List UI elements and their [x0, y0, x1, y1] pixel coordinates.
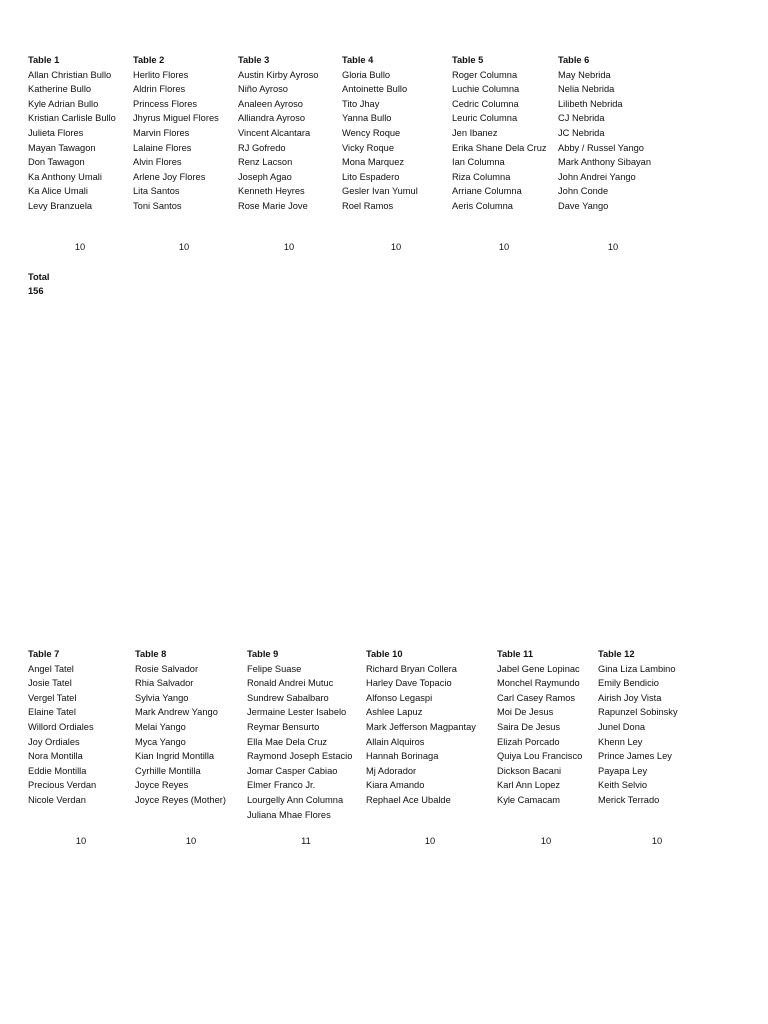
guest-name: Kristian Carlisle Bullo [28, 113, 116, 124]
guest-name: Kenneth Heyres [238, 186, 305, 197]
guest-name: Renz Lacson [238, 157, 293, 168]
guest-name: Nora Montilla [28, 751, 83, 762]
guest-name: Ashlee Lapuz [366, 707, 423, 718]
guest-name: Analeen Ayroso [238, 98, 303, 109]
guest-name: Nelia Nebrida [558, 84, 615, 95]
table-4-column [342, 53, 418, 214]
guest-name: Mona Marquez [342, 157, 405, 168]
guest-name: Felipe Suase [247, 663, 302, 674]
guest-name: Kiara Amando [366, 780, 425, 791]
guest-name: Katherine Bullo [28, 84, 92, 95]
guest-name: Kyle Camacam [497, 794, 561, 805]
guest-name: Junel Dona [598, 721, 646, 732]
table-9-column [247, 647, 352, 822]
table-11-column [497, 647, 582, 808]
table-3-column [238, 53, 318, 214]
table-12-column [598, 647, 678, 808]
table-title: Table 7 [28, 649, 60, 659]
guest-name: Roel Ramos [342, 200, 394, 211]
guest-name: Jermaine Lester Isabelo [247, 707, 347, 718]
guest-name: Lito Espadero [342, 171, 400, 182]
table-5-column [452, 53, 547, 214]
guest-name: Mark Anthony Sibayan [558, 157, 652, 168]
guest-name: RJ Gofredo [238, 142, 286, 153]
table-title: Table 2 [133, 55, 165, 65]
guest-name: Monchel Raymundo [497, 678, 580, 689]
table-title: Table 6 [558, 55, 590, 65]
guest-name: Jen Ibanez [452, 127, 498, 138]
guest-name: Lilibeth Nebrida [558, 98, 623, 109]
guest-name: Rosie Salvador [135, 663, 199, 674]
guest-name: Rose Marie Jove [238, 200, 308, 211]
table-3-count: 10 [283, 242, 295, 252]
table-7-count: 10 [75, 836, 87, 846]
guest-name: Harley Dave Topacio [366, 678, 452, 689]
table-title: Table 4 [342, 55, 374, 65]
guest-name: Joyce Reyes (Mother) [135, 794, 226, 805]
table-2-count: 10 [178, 242, 190, 252]
guest-name: Moi De Jesus [497, 707, 554, 718]
guest-name: Julieta Flores [28, 127, 84, 138]
guest-name: Leuric Columna [452, 113, 518, 124]
guest-name: Niño Ayroso [238, 84, 288, 95]
guest-name: Merick Terrado [598, 794, 660, 805]
guest-name: Quiya Lou Francisco [497, 751, 583, 762]
guest-name: John Conde [558, 186, 609, 197]
total-label: Total [28, 272, 50, 282]
guest-name: Karl Ann Lopez [497, 780, 561, 791]
guest-name: Jabel Gene Lopinac [497, 663, 580, 674]
guest-name: Saira De Jesus [497, 721, 561, 732]
guest-name: Richard Bryan Collera [366, 663, 457, 674]
guest-name: Roger Columna [452, 69, 518, 80]
guest-name: Alfonso Legaspi [366, 692, 433, 703]
guest-name: Nicole Verdan [28, 794, 86, 805]
guest-name: Allain Alquiros [366, 736, 425, 747]
guest-name: Luchie Columna [452, 84, 520, 95]
guest-name: Levy Branzuela [28, 200, 93, 211]
guest-name: Ka Alice Umali [28, 186, 88, 197]
table-title: Table 8 [135, 649, 167, 659]
guest-name: Aeris Columna [452, 200, 513, 211]
table-9-count: 11 [301, 836, 311, 846]
guest-name: Joseph Agao [238, 171, 292, 182]
table-1-count: 10 [74, 242, 86, 252]
guest-name: Keith Selvio [598, 780, 648, 791]
guest-name: Dave Yango [558, 200, 609, 211]
guest-name: Lalaine Flores [133, 142, 192, 153]
guest-name: Lourgelly Ann Columna [247, 794, 344, 805]
guest-name: Sundrew Sabalbaro [247, 692, 329, 703]
total-value: 156 [28, 286, 44, 296]
guest-name: Airish Joy Vista [598, 692, 662, 703]
guest-name: Alvin Flores [133, 157, 182, 168]
guest-name: Gloria Bullo [342, 69, 391, 80]
guest-name: Melai Yango [135, 721, 186, 732]
guest-name: Vincent Alcantara [238, 127, 311, 138]
table-title: Table 9 [247, 649, 279, 659]
guest-name: Yanna Bullo [342, 113, 392, 124]
guest-name: Allan Christian Bullo [28, 69, 112, 80]
table-1-column [28, 53, 116, 214]
guest-name: Don Tawagon [28, 157, 85, 168]
guest-name: Vicky Roque [342, 142, 395, 153]
table-8-column [135, 647, 226, 808]
table-title: Table 1 [28, 55, 60, 65]
guest-name: Aldrin Flores [133, 84, 186, 95]
guest-name: May Nebrida [558, 69, 611, 80]
guest-name: Princess Flores [133, 98, 198, 109]
guest-name: Joyce Reyes [135, 780, 189, 791]
table-title: Table 3 [238, 55, 270, 65]
guest-name: Mark Andrew Yango [135, 707, 218, 718]
table-5-count: 10 [498, 242, 510, 252]
guest-name: Angel Tatel [28, 663, 74, 674]
guest-name: Antoinette Bullo [342, 84, 408, 95]
guest-name: Dickson Bacani [497, 765, 562, 776]
table-title: Table 12 [598, 649, 635, 659]
guest-name: Arlene Joy Flores [133, 171, 206, 182]
guest-name: Josie Tatel [28, 678, 72, 689]
guest-name: Carl Casey Ramos [497, 692, 576, 703]
guest-name: Marvin Flores [133, 127, 190, 138]
guest-name: Gina Liza Lambino [598, 663, 676, 674]
guest-name: Mark Jefferson Magpantay [366, 721, 476, 732]
guest-name: Abby / Russel Yango [558, 142, 644, 153]
guest-name: Prince James Ley [598, 751, 672, 762]
guest-name: Joy Ordiales [28, 736, 80, 747]
table-title: Table 5 [452, 55, 484, 65]
guest-name: Ka Anthony Umali [28, 171, 102, 182]
table-4-count: 10 [390, 242, 402, 252]
guest-name: Jomar Casper Cabiao [247, 765, 338, 776]
table-11-count: 10 [540, 836, 552, 846]
guest-name: John Andrei Yango [558, 171, 636, 182]
guest-name: Khenn Ley [598, 736, 643, 747]
guest-name: Erika Shane Dela Cruz [452, 142, 547, 153]
guest-name: Emily Bendicio [598, 678, 659, 689]
table-title: Table 11 [497, 649, 534, 659]
table-6-count: 10 [607, 242, 619, 252]
guest-name: Toni Santos [133, 200, 182, 211]
guest-name: Willord Ordiales [28, 721, 94, 732]
guest-name: Cedric Columna [452, 98, 519, 109]
guest-name: Sylvia Yango [135, 692, 189, 703]
guest-name: Ella Mae Dela Cruz [247, 736, 328, 747]
guest-name: Reymar Bensurto [247, 721, 320, 732]
guest-name: Elizah Porcado [497, 736, 560, 747]
table-8-count: 10 [185, 836, 197, 846]
guest-name: Austin Kirby Ayroso [238, 69, 319, 80]
guest-name: Gesler Ivan Yumul [342, 186, 418, 197]
guest-name: Hannah Borinaga [366, 751, 439, 762]
guest-name: Alliandra Ayroso [238, 113, 306, 124]
table-12-count: 10 [651, 836, 663, 846]
guest-name: Raymond Joseph Estacio [247, 751, 353, 762]
guest-name: Ronald Andrei Mutuc [247, 678, 334, 689]
guest-name: Ian Columna [452, 157, 505, 168]
guest-name: Kyle Adrian Bullo [28, 98, 99, 109]
table-6-column [558, 53, 651, 214]
guest-name: Elaine Tatel [28, 707, 76, 718]
guest-name: Rhia Salvador [135, 678, 194, 689]
table-10-count: 10 [424, 836, 436, 846]
table-2-column [133, 53, 219, 214]
guest-name: Tito Jhay [342, 98, 380, 109]
guest-name: Jhyrus Miguel Flores [133, 113, 219, 124]
table-10-column [366, 647, 476, 808]
table-title: Table 10 [366, 649, 403, 659]
guest-name: JC Nebrida [558, 127, 605, 138]
guest-name: Elmer Franco Jr. [247, 780, 316, 791]
guest-name: Riza Columna [452, 171, 511, 182]
guest-name: Rephael Ace Ubalde [366, 794, 451, 805]
guest-name: Lita Santos [133, 186, 180, 197]
guest-name: Mj Adorador [366, 765, 417, 776]
guest-name: Payapa Ley [598, 765, 648, 776]
guest-name: Vergel Tatel [28, 692, 77, 703]
guest-name: Mayan Tawagon [28, 142, 96, 153]
guest-name: Eddie Montilla [28, 765, 87, 776]
guest-name: CJ Nebrida [558, 113, 605, 124]
guest-name: Precious Verdan [28, 780, 97, 791]
guest-name: Cyrhille Montilla [135, 765, 201, 776]
guest-name: Rapunzel Sobinsky [598, 707, 678, 718]
guest-name: Myca Yango [135, 736, 186, 747]
table-7-column [28, 647, 96, 808]
guest-name: Wency Roque [342, 127, 401, 138]
guest-name: Juliana Mhae Flores [247, 809, 331, 820]
guest-name: Herlito Flores [133, 69, 189, 80]
guest-name: Kian Ingrid Montilla [135, 751, 215, 762]
guest-name: Arriane Columna [452, 186, 522, 197]
